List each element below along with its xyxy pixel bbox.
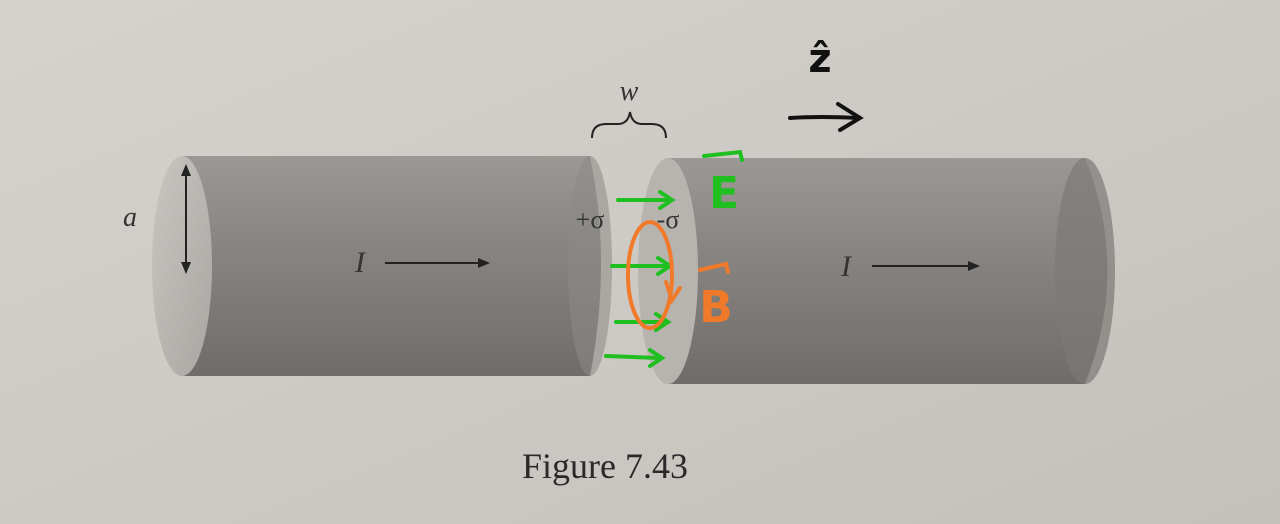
gap-label: w (619, 76, 639, 107)
left-end-face (152, 156, 212, 376)
minus-charge-label: -σ (656, 205, 680, 234)
left-wire-cylinder (152, 156, 612, 376)
figure-caption: Figure 7.43 (522, 446, 688, 486)
current-label-right: I (841, 250, 851, 283)
e-field-label: E (708, 168, 740, 219)
right-gap-face (638, 158, 698, 384)
b-field-label: B (699, 282, 733, 333)
z-hat-label: ẑ (808, 36, 832, 82)
plus-charge-label: +σ (575, 205, 605, 234)
current-label-left: I (355, 246, 365, 279)
radius-label: a (123, 202, 137, 233)
